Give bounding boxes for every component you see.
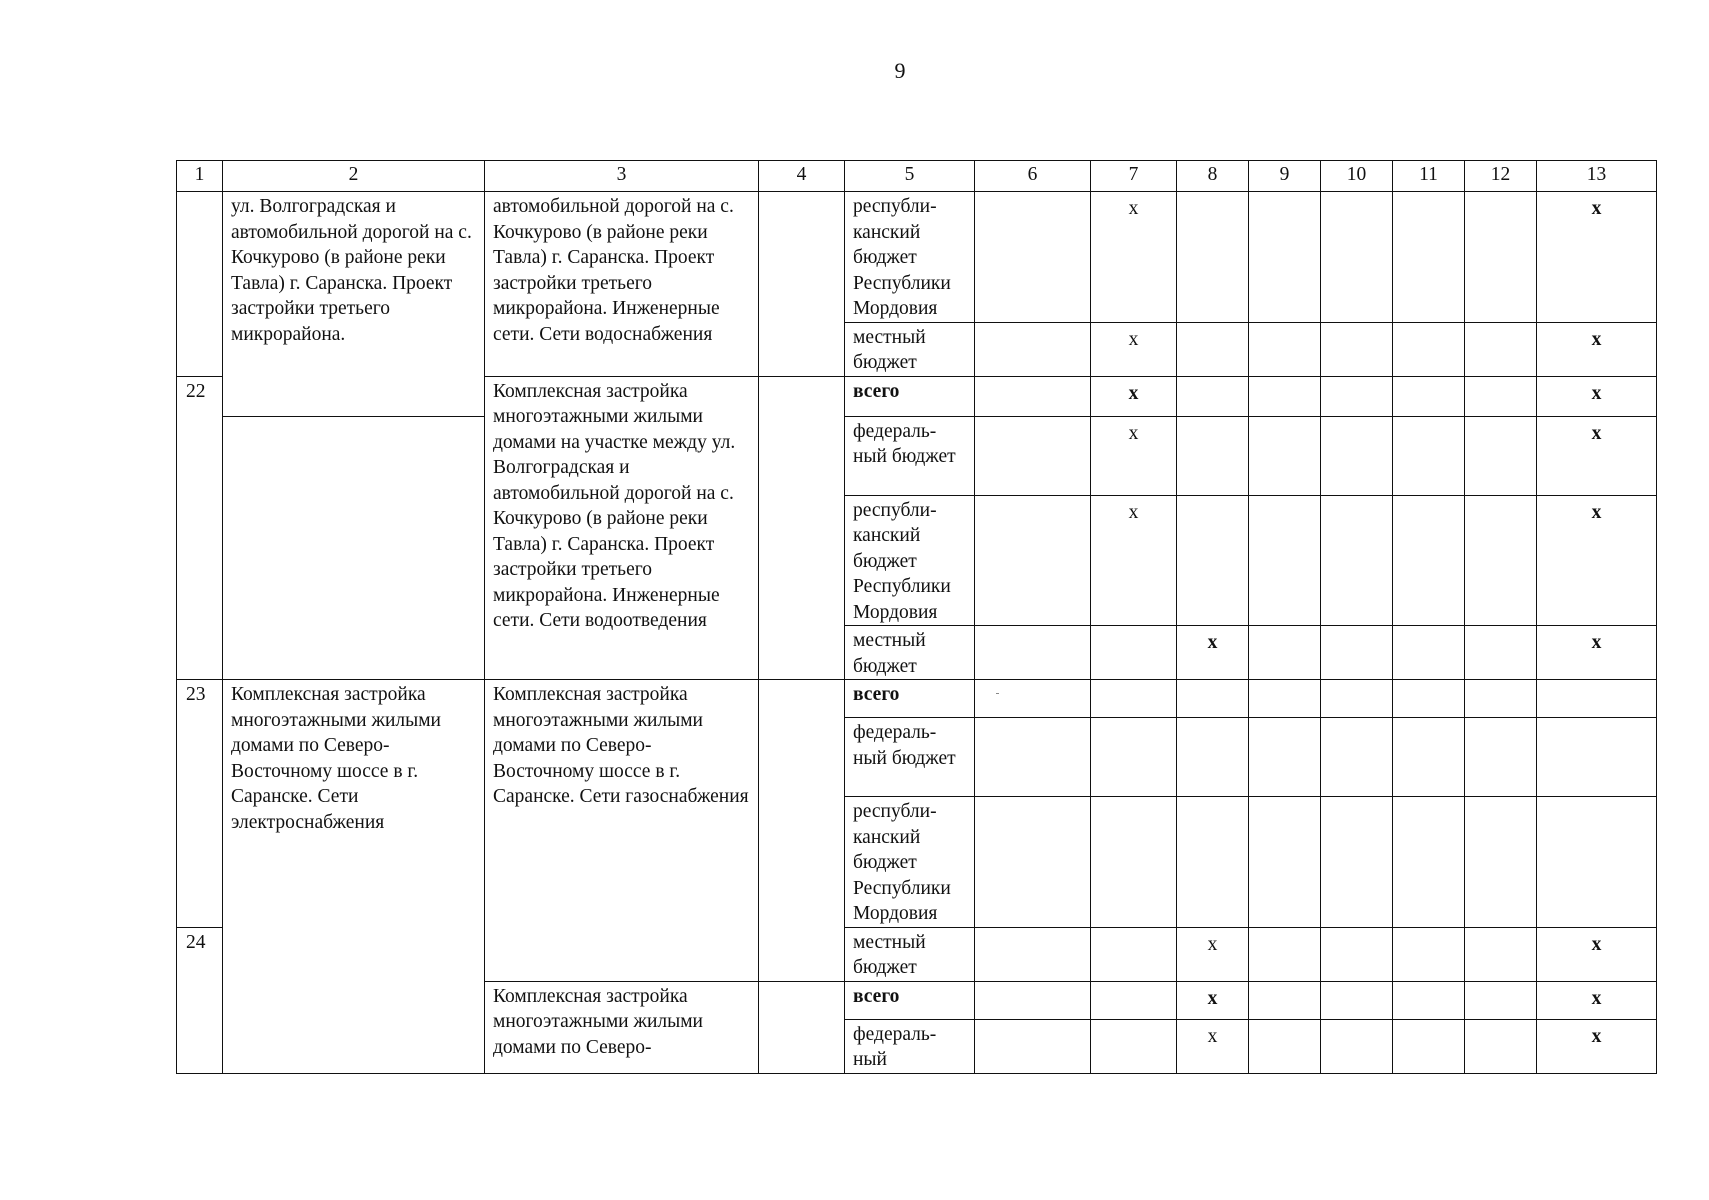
mark: x (1537, 927, 1657, 981)
row-number (177, 192, 223, 377)
mark: x (1177, 626, 1249, 680)
budget-local: местный бюджет (845, 322, 975, 376)
mark: x (1537, 495, 1657, 626)
mark: x (1177, 981, 1249, 1019)
col-header: 7 (1091, 161, 1177, 192)
budget-local: местный бюджет (845, 626, 975, 680)
col-header: 2 (223, 161, 485, 192)
budget-federal: федераль-ный бюджет (845, 718, 975, 797)
mark: x (1537, 376, 1657, 416)
col-header: 10 (1321, 161, 1393, 192)
mark: x (1177, 927, 1249, 981)
col-header: 6 (975, 161, 1091, 192)
cell (759, 981, 845, 1073)
table-row (177, 416, 1657, 495)
object-detail: Комплексная застройка многоэтажными жилыми домами по Северо-Восточному шоссе в г. Саранске. Сети газоснабжения (485, 680, 759, 982)
mark: x (1537, 322, 1657, 376)
object-name: Комплексная застройка многоэтажными жилыми домами по Северо-Восточному шоссе в г. Саранске. Сети электроснабжения (223, 680, 485, 1074)
col-header: 8 (1177, 161, 1249, 192)
object-detail: Комплексная застройка многоэтажными жилыми домами на участке между ул. Волгоградская и автомобильной дорогой на с. Кочкурово (в районе реки Тавла) г. Саранска. Проект застройки третьего микрорайона. Инженерные сети. Сети водоотведения (485, 376, 759, 680)
budget-local: местный бюджет (845, 927, 975, 981)
col-header: 12 (1465, 161, 1537, 192)
col-header: 9 (1249, 161, 1321, 192)
mark: x (1091, 192, 1177, 323)
row-number: 22 (177, 376, 223, 680)
row-number: 23 (177, 680, 223, 928)
cell (759, 376, 845, 680)
row-number: 24 (177, 927, 223, 1073)
budget-federal: федераль-ный (845, 1019, 975, 1073)
cell (759, 680, 845, 982)
mark: x (1091, 495, 1177, 626)
cell (223, 416, 485, 680)
cell (759, 192, 845, 377)
page-number: 9 (894, 58, 906, 83)
budget-total: всего (845, 680, 975, 718)
mark: x (1091, 322, 1177, 376)
scan-speck (996, 693, 999, 694)
mark: x (1537, 981, 1657, 1019)
budget-republic: республи-канский бюджет Республики Мордовия (845, 495, 975, 626)
col-header: 1 (177, 161, 223, 192)
mark: x (1091, 416, 1177, 495)
object-detail: Комплексная застройка многоэтажными жилыми домами по Северо- (485, 981, 759, 1073)
table-row (177, 680, 1657, 718)
budget-republic: республи-канский бюджет Республики Мордовия (845, 797, 975, 928)
object-detail: автомобильной дорогой на с. Кочкурово (в районе реки Тавла) г. Саранска. Проект застройки третьего микрорайона. Инженерные сети. Сети водоснабжения (485, 192, 759, 377)
header-row (177, 161, 1657, 192)
budget-republic: республи-канский бюджет Республики Мордовия (845, 192, 975, 323)
col-header: 13 (1537, 161, 1657, 192)
col-header: 11 (1393, 161, 1465, 192)
mark: x (1537, 626, 1657, 680)
col-header: 3 (485, 161, 759, 192)
funding-table (176, 160, 1657, 1074)
budget-total: всего (845, 376, 975, 416)
mark: x (1537, 1019, 1657, 1073)
object-name: ул. Волгоградская и автомобильной дорогой на с. Кочкурово (в районе реки Тавла) г. Саранска. Проект застройки третьего микрорайона. (223, 192, 485, 417)
mark: x (1091, 376, 1177, 416)
mark: x (1537, 416, 1657, 495)
budget-federal: федераль-ный бюджет (845, 416, 975, 495)
mark: x (1177, 1019, 1249, 1073)
budget-total: всего (845, 981, 975, 1019)
col-header: 4 (759, 161, 845, 192)
col-header: 5 (845, 161, 975, 192)
mark: x (1537, 192, 1657, 323)
table-row (177, 192, 1657, 323)
